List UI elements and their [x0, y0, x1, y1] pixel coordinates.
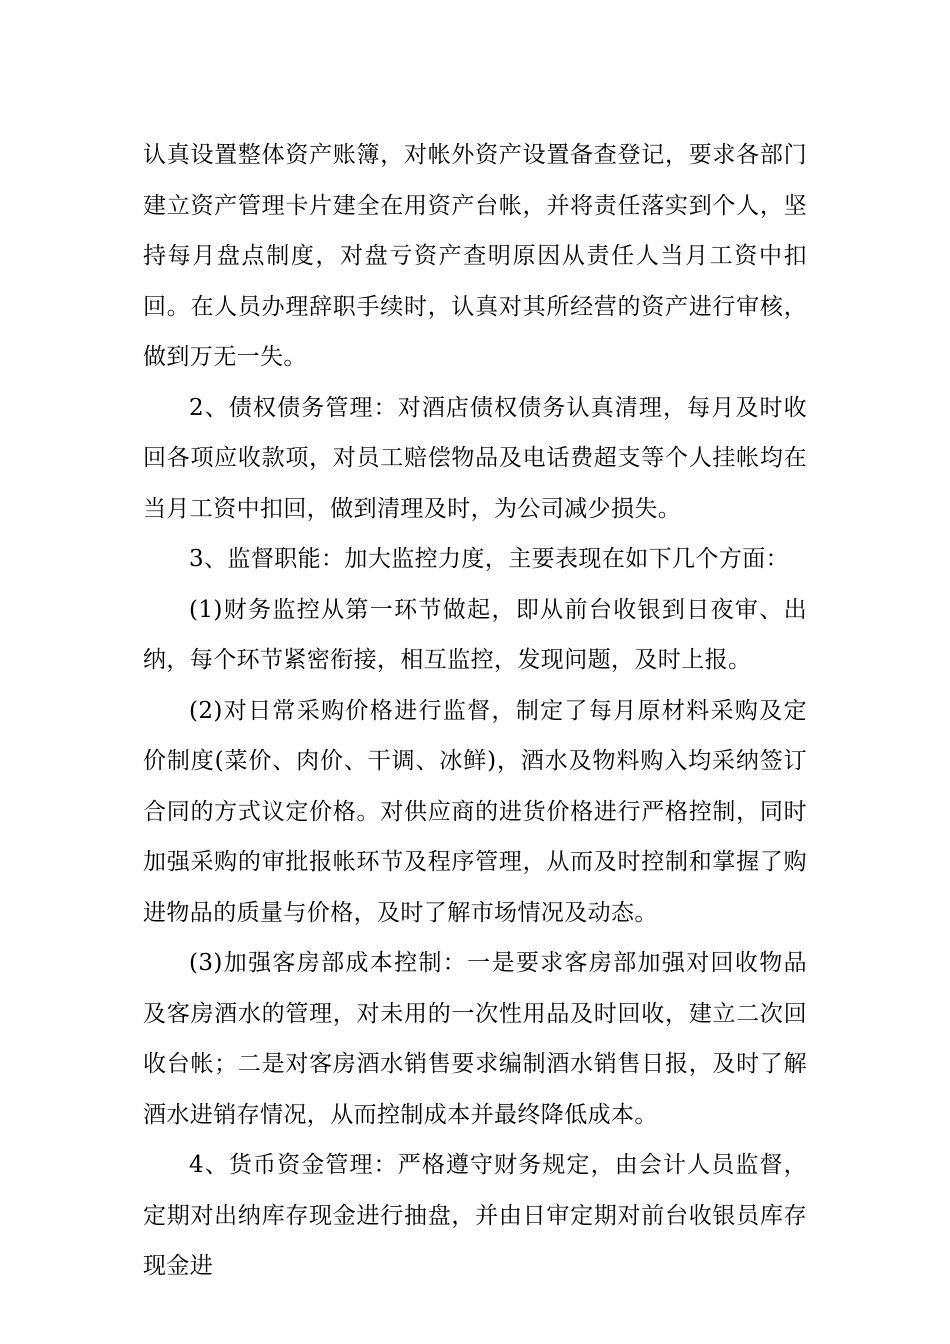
- document-body: [143, 130, 807, 1292]
- paragraph-financial-monitoring: (1)财务监控从第一环节做起，即从前台收银到日夜审、出纳，每个环节紧密衔接，相互监控，发现问题，及时上报。: [143, 596, 807, 673]
- paragraph-cash-management: 4、货币资金管理：严格遵守财务规定，由会计人员监督，定期对出纳库存现金进行抽盘，并由日审定期对前台收银员库存现金进: [143, 1152, 807, 1279]
- paragraph-debt-management: 2、债权债务管理：对酒店债权债务认真清理，每月及时收回各项应收款项，对员工赔偿物品及电话费超支等个人挂帐均在当月工资中扣回，做到清理及时，为公司减少损失。: [143, 394, 807, 522]
- paragraph-asset-ledger: 认真设置整体资产账簿，对帐外资产设置备查登记，要求各部门建立资产管理卡片建全在用资产台帐，并将责任落实到个人，坚持每月盘点制度，对盘亏资产查明原因从责任人当月工资中扣回。在人员办理辞职手续时，认真对其所经营的资产进行审核，做到万无一失。: [143, 142, 807, 370]
- paragraph-room-cost-control: (3)加强客房部成本控制：一是要求客房部加强对回收物品及客房酒水的管理，对未用的一次性用品及时回收，建立二次回收台帐；二是对客房酒水销售要求编制酒水销售日报，及时了解酒水进销存情况，从而控制成本并最终降低成本。: [143, 950, 807, 1128]
- paragraph-supervision: 3、监督职能：加大监控力度，主要表现在如下几个方面：: [189, 546, 790, 572]
- paragraph-purchase-price: (2)对日常采购价格进行监督，制定了每月原材料采购及定价制度(菜价、肉价、干调、冰鲜)，酒水及物料购入均采纳签订合同的方式议定价格。对供应商的进货价格进行严格控制，同时加强采购的审批报帐环节及程序管理，从而及时控制和掌握了购进物品的质量与价格，及时了解市场情况及动态。: [143, 697, 807, 926]
